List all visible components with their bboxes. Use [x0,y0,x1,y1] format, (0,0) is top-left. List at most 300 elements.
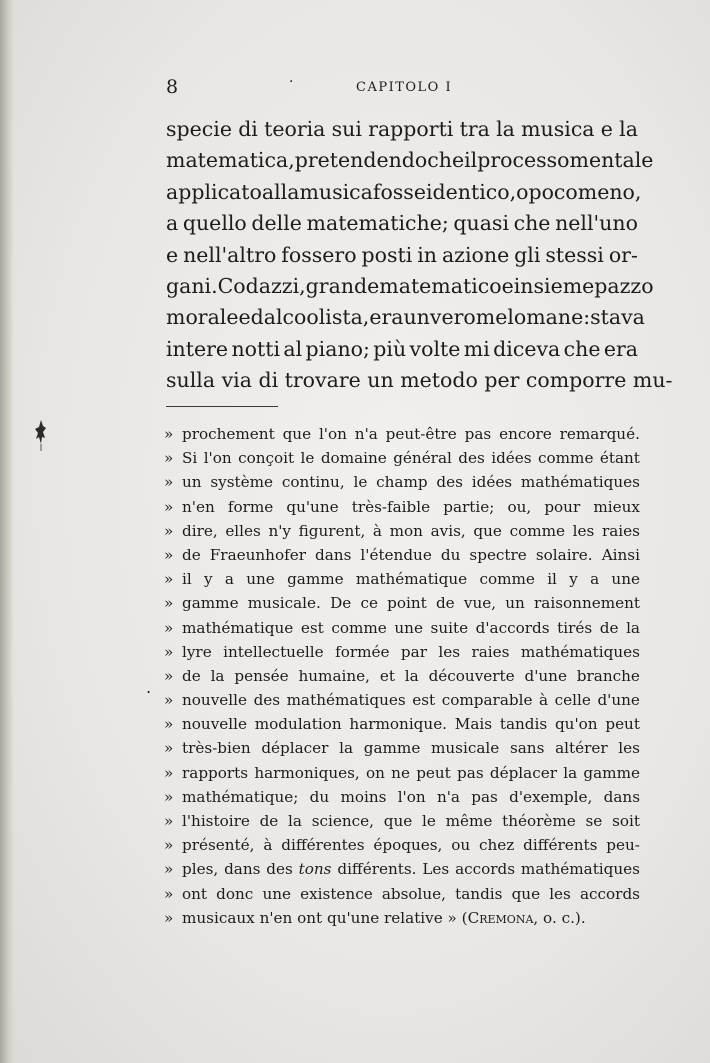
footnote-guillemet: » [164,763,174,782]
word: suite [430,618,469,637]
word: à [263,836,273,855]
footnote-line-text [182,664,640,688]
word: un [403,305,430,330]
word: que [383,812,413,830]
word: meno, [577,179,642,204]
word: des [436,473,463,492]
word: piano; [305,336,370,361]
word: peut [416,763,451,782]
word: elles [225,521,261,540]
footnote-line [164,785,640,809]
word: différents [523,836,598,855]
word: più [373,336,407,361]
margin-dot: . [146,678,152,697]
word: l'on [318,425,347,443]
word: un [182,473,202,492]
word: processo [477,148,570,173]
word: la [626,618,640,637]
footnote-line [164,736,640,760]
word: tons [298,860,332,879]
footnote-line [164,664,640,688]
ink-blot-mark [34,418,48,452]
word: conçoit [238,449,295,468]
footnote-line-text [182,640,640,664]
main-text-line [166,240,638,271]
word: de [182,545,201,564]
word: Ainsi [601,545,640,564]
word: différentes [281,836,365,855]
word: soit [612,812,640,830]
word: mathématique; [182,787,299,806]
word: découverte [428,666,515,685]
word: une [611,570,640,589]
footnote-line [164,809,640,833]
word: que [511,884,541,903]
word: tra [459,117,490,141]
word: l'on [397,787,426,806]
word: absolue, [381,884,446,903]
word: de [435,594,455,613]
word: comme [479,570,535,589]
word: très-faible [351,497,431,516]
word: n'a [436,787,460,806]
main-text-line [166,177,642,208]
word: notti [231,336,281,361]
word: figurent, [298,521,366,540]
word: pas [464,425,492,443]
word: mi [463,336,490,361]
footnote-line [164,833,640,857]
word: raies [471,642,510,661]
footnote-guillemet: » [164,666,174,685]
word: point [387,594,427,613]
word: che [427,148,465,173]
word: partie; [443,497,495,516]
footnote-line [164,640,640,664]
word: posti [361,242,413,267]
word: domaine [320,449,387,468]
word: comme [509,521,566,540]
word: gamme [182,594,239,613]
word: identico, [425,179,517,204]
word: d'une [597,691,640,710]
word: fossero [281,242,357,267]
word: poco [528,179,578,204]
word: morale [166,305,239,330]
word: Si [182,449,198,468]
footnote-line-text [182,495,640,519]
word: d'une [524,666,567,685]
word: nell'uno [555,211,638,236]
word: de [259,812,279,830]
footnote-line-text [182,882,640,906]
footnote-line [164,882,640,906]
footnote-guillemet: » [164,449,174,468]
word: idées [491,449,532,468]
word: rapporti [368,117,454,141]
word: ce [360,594,378,613]
word: delle [251,211,302,236]
word: lyre [182,642,212,661]
word: des [458,449,485,468]
word: forme [227,497,274,516]
footnote-guillemet: » [164,594,174,613]
word: Les [422,860,450,879]
word: des [266,860,293,879]
word: intere [166,336,229,361]
footnote-line [164,543,640,567]
word: nell'altro [183,242,277,267]
word: harmoniques, [254,763,360,782]
word: Codazzi, [217,273,306,298]
word: se [585,812,603,830]
footnote-rule [166,406,278,407]
word: à [539,691,549,710]
word: matematiche; [306,211,449,236]
footnote-guillemet: » [164,739,174,758]
footnote-line-text [182,761,640,785]
footnote-line-text: musicaux n'en ont qu'une relative » ( Cremona , o. c.). [182,906,640,930]
word: que [282,425,312,443]
word: mathématique [355,570,468,589]
footnote-line [164,446,640,470]
word: spectre [469,545,527,564]
footnote-guillemet: » [164,836,174,855]
word: la [210,666,225,685]
word: n'y [268,521,292,540]
word: specie [166,117,232,141]
word: ont [182,884,208,903]
word: stava [590,305,645,330]
word: dire, [182,521,218,540]
word: alla [261,179,300,204]
footnote-line-text [182,833,640,857]
word: musica [521,117,595,141]
main-text-block [166,114,673,397]
word: o [516,179,529,204]
word: avis, [430,521,466,540]
footnote-guillemet: » [164,787,174,806]
word: étant [599,449,640,468]
word: ples, [182,860,219,879]
word: grande [305,273,380,298]
word: la [404,666,419,685]
word: un [505,594,525,613]
footnote-guillemet: » [164,545,174,564]
word: pretendendo [294,148,428,173]
word: ou [451,836,471,855]
word: mathématiques [520,860,640,879]
word: y [569,570,578,589]
word: matematica, [166,148,295,173]
word: système [210,473,274,492]
word: idées [471,473,513,492]
word: l'histoire [182,812,250,830]
word: donc [216,884,254,903]
word: peut [605,715,640,734]
word: musicale [431,739,500,758]
footnote-line-text [182,688,640,712]
word: celle [554,691,591,710]
word: d'exemple, [509,787,593,806]
word: era [603,336,638,361]
word: mon [389,521,423,540]
page-number: 8 [166,76,179,98]
footnote-line [164,422,640,446]
word: che [563,336,601,361]
word: comparable [441,691,533,710]
running-title: CAPITOLO I [356,80,453,95]
word: différents. [337,860,417,879]
word: moins [340,787,387,806]
word: du [440,545,461,564]
word: a [166,211,179,236]
word: pas [457,763,484,782]
word: pensée [234,666,289,685]
word: la [563,763,578,782]
word: sui [331,117,362,141]
word: humaine, [298,666,370,685]
word: que [473,521,502,540]
word: alcoolista, [263,305,370,330]
word: qu'on [554,715,598,734]
word: musica [299,179,373,204]
footnote-line-text [182,567,640,591]
word: les [572,521,595,540]
footnote-line [164,857,640,881]
word: époques, [373,836,443,855]
footnote-line [164,470,640,494]
word: solaire. [535,545,593,564]
word: science, [311,812,374,830]
word: très-bien [182,739,251,758]
word: nouvelle [182,715,247,734]
main-text-line [166,208,638,239]
word: les [438,642,461,661]
footnote-guillemet: » [164,691,174,710]
footnote-guillemet: » [164,425,174,443]
word: insieme [513,273,595,298]
word: accords [579,884,640,903]
word: prochement [182,425,275,443]
word: par [400,642,427,661]
word: le [353,473,368,492]
word: encore [499,425,552,443]
footnote-guillemet: » [164,812,174,830]
word: di [238,117,258,141]
footnote-line-text [182,809,640,833]
word: Fraeunhofer [209,545,306,564]
footnote-guillemet: » [164,715,174,734]
footnote-line-text [182,785,640,809]
word: pazzo [594,273,654,298]
word: de [182,666,201,685]
footnote-line [164,591,640,615]
word: or- [608,242,638,267]
word: des [253,691,281,710]
word: à [372,521,382,540]
word: diceva [493,336,561,361]
word: fosse [372,179,426,204]
footnote-line-text [182,591,640,615]
word: peut-être [385,425,457,443]
word: il [547,570,557,589]
word: pour [544,497,581,516]
footnote-guillemet: » [164,521,174,540]
word: comme [538,449,594,468]
word: nouvelle [182,691,247,710]
word: général [393,449,452,468]
footnote-line [164,519,640,543]
word: melomane: [475,305,591,330]
word: mieux [593,497,640,516]
word: du [309,787,330,806]
word: teoria [264,117,326,141]
word: mentale [569,148,654,173]
footnote-line-text [182,616,640,640]
word: branche [576,666,640,685]
word: chez [479,836,515,855]
word: sans [509,739,545,758]
footnote-guillemet: » [164,497,174,516]
footnote-line-text [182,857,640,881]
main-text-line [166,271,654,302]
word: gamme [287,570,344,589]
word: la [339,739,354,758]
word: raisonnement [534,594,640,613]
word: champ [376,473,428,492]
word: dans [224,860,261,879]
word: ne [391,763,410,782]
word: même [445,812,493,830]
header-dot: · [289,74,294,90]
word: continu, [281,473,345,492]
word: ou, [507,497,532,516]
word: mathématiques [286,691,406,710]
word: est [300,618,324,637]
footnote-line [164,906,640,930]
word: mathématique [182,618,294,637]
footnote-line [164,761,640,785]
word: gani. [166,273,218,298]
word: matematico [379,273,502,298]
word: vero [429,305,476,330]
word: comme [331,618,387,637]
word: n'a [354,425,378,443]
word: in [417,242,437,267]
footnote-line-text [182,422,640,446]
footnote-line-text [182,736,640,760]
word: on [365,763,385,782]
footnote-guillemet: » [164,642,174,661]
word: l'on [203,449,232,468]
footnote-line-text [182,519,640,543]
word: d'accords [475,618,550,637]
word: dans [315,545,352,564]
word: gamme [583,763,640,782]
page-edge-shadow [0,0,14,1063]
footnote-guillemet: » [164,860,174,879]
word: l'étendue [360,545,432,564]
word: y [204,570,213,589]
footnote-guillemet: » [164,618,174,637]
word: ed [238,305,264,330]
word: il [464,148,478,173]
word: azione [441,242,510,267]
word: era [369,305,404,330]
footnote-block [164,422,640,930]
main-text-line: sulla via di trovare un metodo per comporre mu- [166,368,673,393]
page-header [166,76,646,100]
footnote-line [164,616,640,640]
footnote-line-text [182,446,640,470]
word: e [501,273,514,298]
word: mathématiques [520,642,640,661]
word: accords [455,860,516,879]
word: il [182,570,192,589]
word: peu- [606,836,640,855]
word: rapports [182,763,249,782]
footnote-guillemet: » [164,570,174,589]
main-text-line [166,334,638,365]
main-text-line [166,302,645,333]
footnote-line-text [182,712,640,736]
word: tandis [455,884,503,903]
word: raies [601,521,640,540]
word: la [288,812,302,830]
word: formée [335,642,390,661]
footnote-line-text [182,470,640,494]
footnote-line [164,495,640,519]
word: gamme [363,739,421,758]
word: qu'une [286,497,339,516]
word: existence [300,884,373,903]
word: musicale. [247,594,321,613]
word: une [262,884,291,903]
word: de [599,618,619,637]
word: tirés [557,618,593,637]
word: déplacer [261,739,329,758]
word: e [600,117,613,141]
word: al [283,336,303,361]
word: gli [514,242,541,267]
word: mathématiques [520,473,640,492]
word: quello [182,211,247,236]
word: et [379,666,395,685]
word: Mais [454,715,493,734]
word: une [394,618,423,637]
word: présenté, [182,836,255,855]
footnote-guillemet: » [164,884,174,903]
word: les [549,884,571,903]
main-text-line [166,114,638,145]
word: altérer [555,739,608,758]
word: stessi [545,242,604,267]
word: pas [471,787,498,806]
word: tandis [499,715,548,734]
word: la [496,117,515,141]
footnote-line-text [182,543,640,567]
word: est [412,691,436,710]
word: théorème [502,812,576,830]
word: dans [603,787,640,806]
word: volte [409,336,461,361]
word: a [590,570,600,589]
word: n'en [182,497,215,516]
footnote-guillemet: » [164,473,174,492]
word: applicato [166,179,262,204]
word: la [619,117,638,141]
